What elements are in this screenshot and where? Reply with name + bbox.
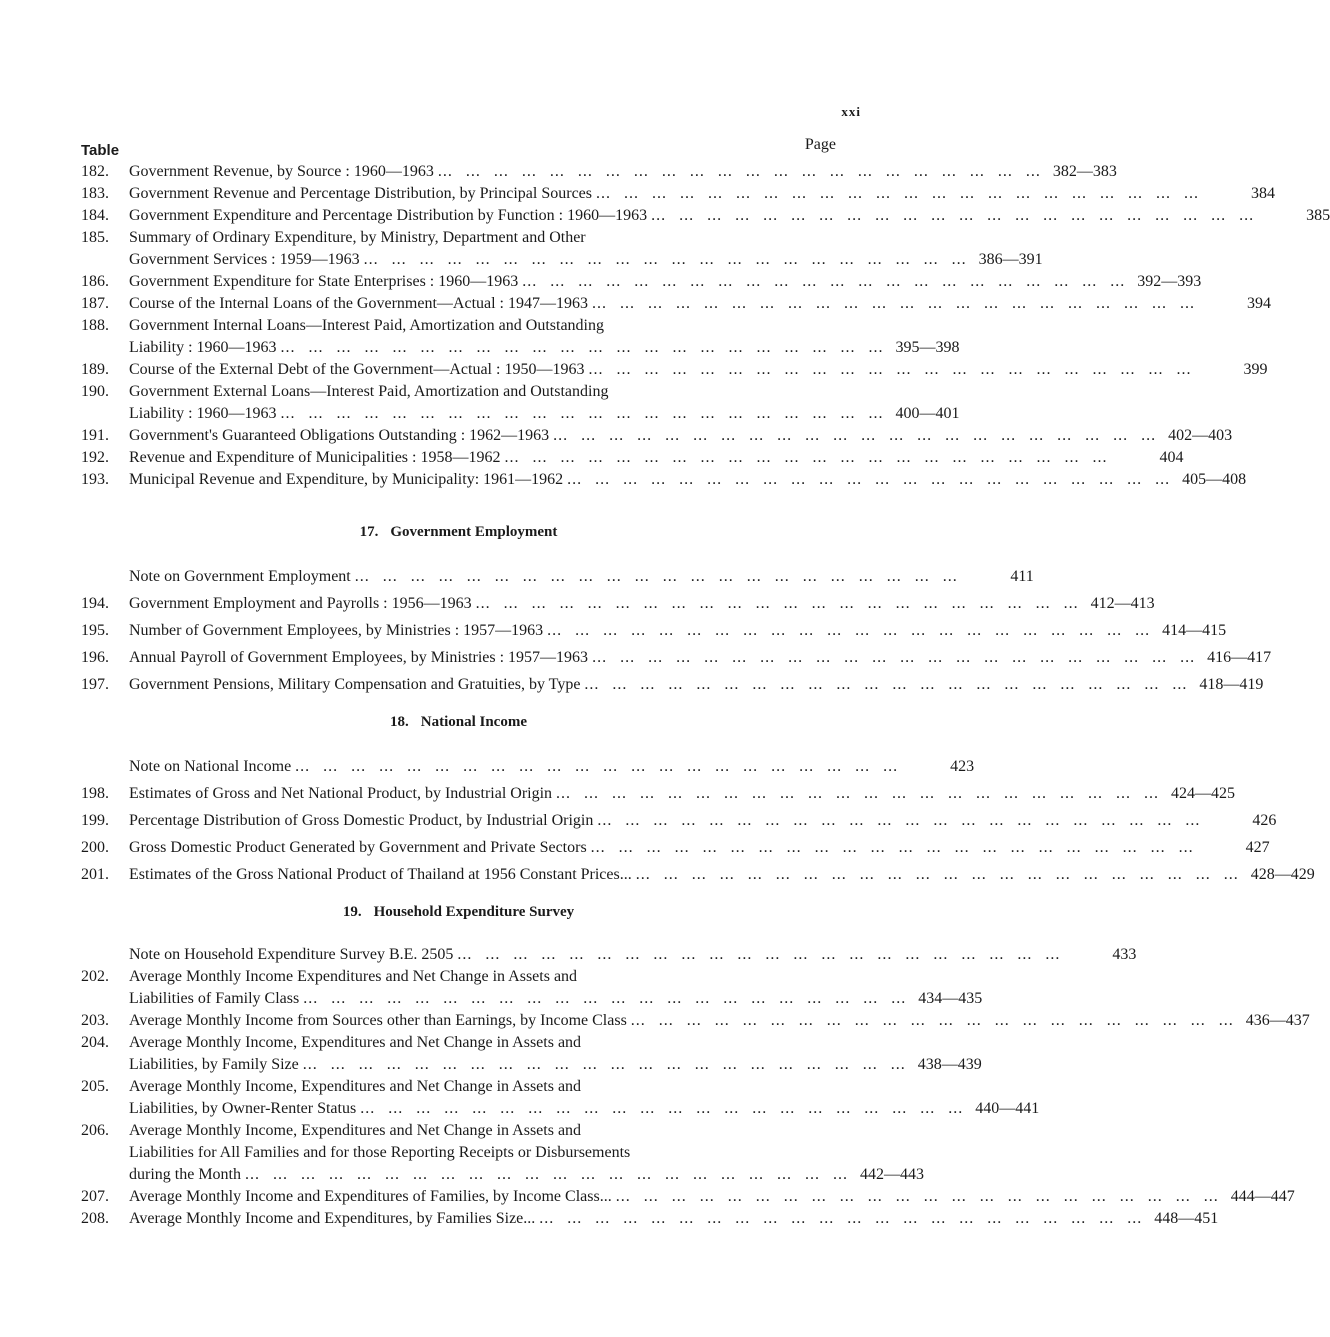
page-reference: 442—443 [860, 1166, 924, 1183]
page-reference: 400—401 [895, 405, 960, 422]
toc-entry [81, 1032, 982, 1076]
page-reference: 395—398 [895, 339, 960, 356]
section-title: Household Expenditure Survey [373, 904, 575, 920]
table-number: 187. [81, 295, 109, 312]
entry-title: Government External Loans—Interest Paid, Amortization and Outstanding [129, 383, 609, 400]
toc-entry [81, 381, 960, 425]
toc-entry [81, 271, 1202, 293]
page-reference: 394 [1247, 295, 1271, 312]
toc-entry [81, 671, 1264, 698]
toc-entry [81, 644, 1272, 671]
dot-leader [636, 861, 1239, 888]
section-heading-18 [81, 714, 836, 731]
dot-leader [245, 1164, 848, 1186]
entry-title: Liabilities, by Family Size [129, 1056, 299, 1073]
page-reference: 384 [1251, 185, 1275, 202]
page-reference: 428—429 [1250, 866, 1315, 883]
table-number: 202. [81, 968, 109, 985]
table-number: 195. [81, 622, 109, 639]
toc-entry [81, 590, 1155, 617]
toc-entry [81, 1120, 924, 1186]
page-reference: 414—415 [1162, 622, 1227, 639]
table-number: 199. [81, 812, 109, 829]
entry-title: Summary of Ordinary Expenditure, by Ministry, Department and Other [129, 229, 586, 246]
entry-title: Average Monthly Income, Expenditures and Net Change in Assets and [129, 1122, 582, 1139]
dot-leader [504, 447, 1107, 469]
entry-title: Government Expenditure for State Enterprises : 1960—1963 [129, 273, 519, 290]
entry-title: Government Revenue and Percentage Distribution, by Principal Sources [129, 185, 592, 202]
entry-title: Liabilities for All Families and for those Reporting Receipts or Disbursements [129, 1144, 631, 1161]
entry-title: Annual Payroll of Government Employees, by Ministries : 1957—1963 [129, 649, 589, 666]
entry-title: Government Expenditure and Percentage Distribution by Function : 1960—1963 [129, 207, 648, 224]
toc-entry [81, 807, 1277, 834]
dot-leader [584, 671, 1187, 698]
section-heading-17 [81, 524, 836, 541]
table-column-label: Table [81, 142, 120, 159]
table-number: 198. [81, 785, 109, 802]
dot-leader [588, 359, 1191, 381]
toc-entry [81, 447, 1184, 469]
page-reference: 392—393 [1137, 273, 1202, 290]
page-reference: 427 [1245, 839, 1270, 856]
toc-entry [81, 161, 1117, 183]
dot-leader [591, 834, 1194, 861]
toc-group-national-income [81, 753, 1315, 888]
dot-leader [596, 183, 1199, 205]
section-number: 17. [359, 524, 379, 540]
table-number [81, 753, 129, 780]
table-number: 204. [81, 1034, 109, 1051]
dot-leader [556, 780, 1159, 807]
table-number: 189. [81, 361, 109, 378]
toc-entry [81, 563, 1034, 590]
table-number: 194. [81, 595, 109, 612]
toc-entry [81, 834, 1270, 861]
toc-entry [81, 1186, 1295, 1208]
dot-leader [303, 1054, 906, 1076]
toc-entry [81, 227, 1043, 271]
page-reference: 424—425 [1171, 785, 1236, 802]
toc-entry [81, 425, 1233, 447]
entry-title: Liability : 1960—1963 [129, 339, 277, 356]
page-reference: 399 [1243, 361, 1268, 378]
toc-entry [81, 780, 1236, 807]
page-number: xxi [841, 104, 861, 119]
toc-entry [81, 293, 1271, 315]
page-reference: 418—419 [1199, 676, 1264, 693]
dot-leader [476, 590, 1079, 617]
dot-leader [360, 1098, 963, 1120]
table-number: 191. [81, 427, 109, 444]
entry-title: Note on National Income [129, 758, 292, 775]
page-column-label: Page [804, 136, 836, 153]
entry-title: Liabilities, by Owner-Renter Status [129, 1100, 357, 1117]
dot-leader [592, 644, 1195, 671]
entry-title: Average Monthly Income and Expenditures, by Families Size... [129, 1210, 536, 1227]
section-number: 18. [390, 714, 409, 730]
toc-entry [81, 966, 983, 1010]
entry-title: Course of the External Debt of the Government—Actual : 1950—1963 [129, 361, 585, 378]
page-reference: 405—408 [1182, 471, 1247, 488]
dot-leader [355, 563, 958, 590]
entry-title: Government Revenue, by Source : 1960—1963 [129, 163, 434, 180]
dot-leader [364, 249, 967, 271]
toc-entry [81, 469, 1247, 491]
table-number: 200. [81, 839, 109, 856]
entry-title: Municipal Revenue and Expenditure, by Municipality: 1961—1962 [129, 471, 564, 488]
entry-title: Note on Government Employment [129, 568, 351, 585]
dot-leader [567, 469, 1170, 491]
table-number: 192. [81, 449, 109, 466]
toc-entry [81, 1010, 1310, 1032]
page-reference: 382—383 [1052, 163, 1117, 180]
toc-group-government-finance [81, 161, 1330, 491]
dot-leader [553, 425, 1156, 447]
page-reference: 416—417 [1207, 649, 1272, 666]
entry-title: Government Internal Loans—Interest Paid, Amortization and Outstanding [129, 317, 604, 334]
dot-leader [539, 1208, 1142, 1230]
toc-group-household-expenditure [81, 944, 1310, 1230]
table-number: 201. [81, 866, 109, 883]
page-reference: 440—441 [975, 1100, 1040, 1117]
page-reference: 438—439 [917, 1056, 982, 1073]
table-number: 196. [81, 649, 109, 666]
dot-leader [457, 944, 1060, 966]
entry-title: Average Monthly Income Expenditures and Net Change in Assets and [129, 968, 578, 985]
page-reference: 434—435 [918, 990, 983, 1007]
entry-title: Note on Household Expenditure Survey B.E. 2505 [129, 946, 454, 963]
dot-leader [597, 807, 1200, 834]
entry-title: Gross Domestic Product Generated by Government and Private Sectors [129, 839, 587, 856]
toc-entry [81, 944, 1137, 966]
section-number: 19. [342, 904, 362, 920]
table-number: 188. [81, 317, 109, 334]
table-number: 208. [81, 1210, 109, 1227]
dot-leader [651, 205, 1254, 227]
entry-title: Average Monthly Income from Sources other than Earnings, by Income Class [129, 1012, 627, 1029]
page-reference: 436—437 [1245, 1012, 1310, 1029]
page-reference: 448—451 [1154, 1210, 1219, 1227]
entry-title: Course of the Internal Loans of the Government—Actual : 1947—1963 [129, 295, 588, 312]
dot-leader [592, 293, 1195, 315]
entry-title: Estimates of the Gross National Product of Thailand at 1956 Constant Prices... [129, 866, 632, 883]
entry-title: Liabilities of Family Class [129, 990, 300, 1007]
page-reference: 411 [1010, 568, 1034, 585]
table-number: 197. [81, 676, 109, 693]
entry-title: Average Monthly Income and Expenditures of Families, by Income Class... [129, 1188, 612, 1205]
table-number: 207. [81, 1188, 109, 1205]
entry-title: Government's Guaranteed Obligations Outstanding : 1962—1963 [129, 427, 550, 444]
entry-title: Number of Government Employees, by Ministries : 1957—1963 [129, 622, 544, 639]
table-number [81, 944, 129, 966]
entry-title: Estimates of Gross and Net National Product, by Industrial Origin [129, 785, 553, 802]
toc-entry [81, 617, 1227, 644]
table-number: 185. [81, 229, 109, 246]
table-number: 184. [81, 207, 109, 224]
table-number: 183. [81, 185, 109, 202]
section-title: National Income [420, 714, 527, 730]
page-reference: 385 [1306, 207, 1330, 224]
dot-leader [616, 1186, 1219, 1208]
toc-entry [81, 315, 960, 359]
dot-leader [547, 617, 1150, 644]
toc-entry [81, 1076, 1040, 1120]
entry-title: Average Monthly Income, Expenditures and Net Change in Assets and [129, 1034, 582, 1051]
page-reference: 412—413 [1090, 595, 1155, 612]
toc-entry [81, 1208, 1219, 1230]
table-number: 205. [81, 1078, 109, 1095]
table-number: 206. [81, 1122, 109, 1139]
entry-title: Average Monthly Income, Expenditures and Net Change in Assets and [129, 1078, 582, 1095]
table-number: 193. [81, 471, 109, 488]
toc-entry [81, 205, 1330, 227]
toc-group-government-employment [81, 563, 1272, 698]
page-reference: 423 [950, 758, 975, 775]
dot-leader [281, 337, 884, 359]
page-reference: 402—403 [1168, 427, 1233, 444]
entry-title: Government Pensions, Military Compensation and Gratuities, by Type [129, 676, 581, 693]
entry-title: Liability : 1960—1963 [129, 405, 277, 422]
dot-leader [522, 271, 1125, 293]
entry-title: Government Employment and Payrolls : 1956—1963 [129, 595, 472, 612]
entry-title: Revenue and Expenditure of Municipalities : 1958—1962 [129, 449, 501, 466]
table-number: 203. [81, 1012, 109, 1029]
table-number: 190. [81, 383, 109, 400]
section-heading-19 [81, 904, 836, 921]
entry-title: during the Month [129, 1166, 241, 1183]
page-reference: 386—391 [978, 251, 1043, 268]
toc-entry [81, 753, 975, 780]
dot-leader [281, 403, 884, 425]
dot-leader [295, 753, 898, 780]
page-reference: 444—447 [1230, 1188, 1295, 1205]
toc-entry [81, 359, 1268, 381]
entry-title: Government Services : 1959—1963 [129, 251, 360, 268]
dot-leader [631, 1010, 1234, 1032]
dot-leader [303, 988, 906, 1010]
table-number: 186. [81, 273, 109, 290]
page-reference: 433 [1112, 946, 1137, 963]
toc-entry [81, 183, 1275, 205]
table-number: 182. [81, 163, 109, 180]
section-title: Government Employment [390, 524, 558, 540]
dot-leader [438, 161, 1041, 183]
page-reference: 426 [1252, 812, 1277, 829]
page-reference: 404 [1159, 449, 1184, 466]
table-number [81, 563, 129, 590]
toc-entry [81, 861, 1315, 888]
entry-title: Percentage Distribution of Gross Domestic Product, by Industrial Origin [129, 812, 594, 829]
